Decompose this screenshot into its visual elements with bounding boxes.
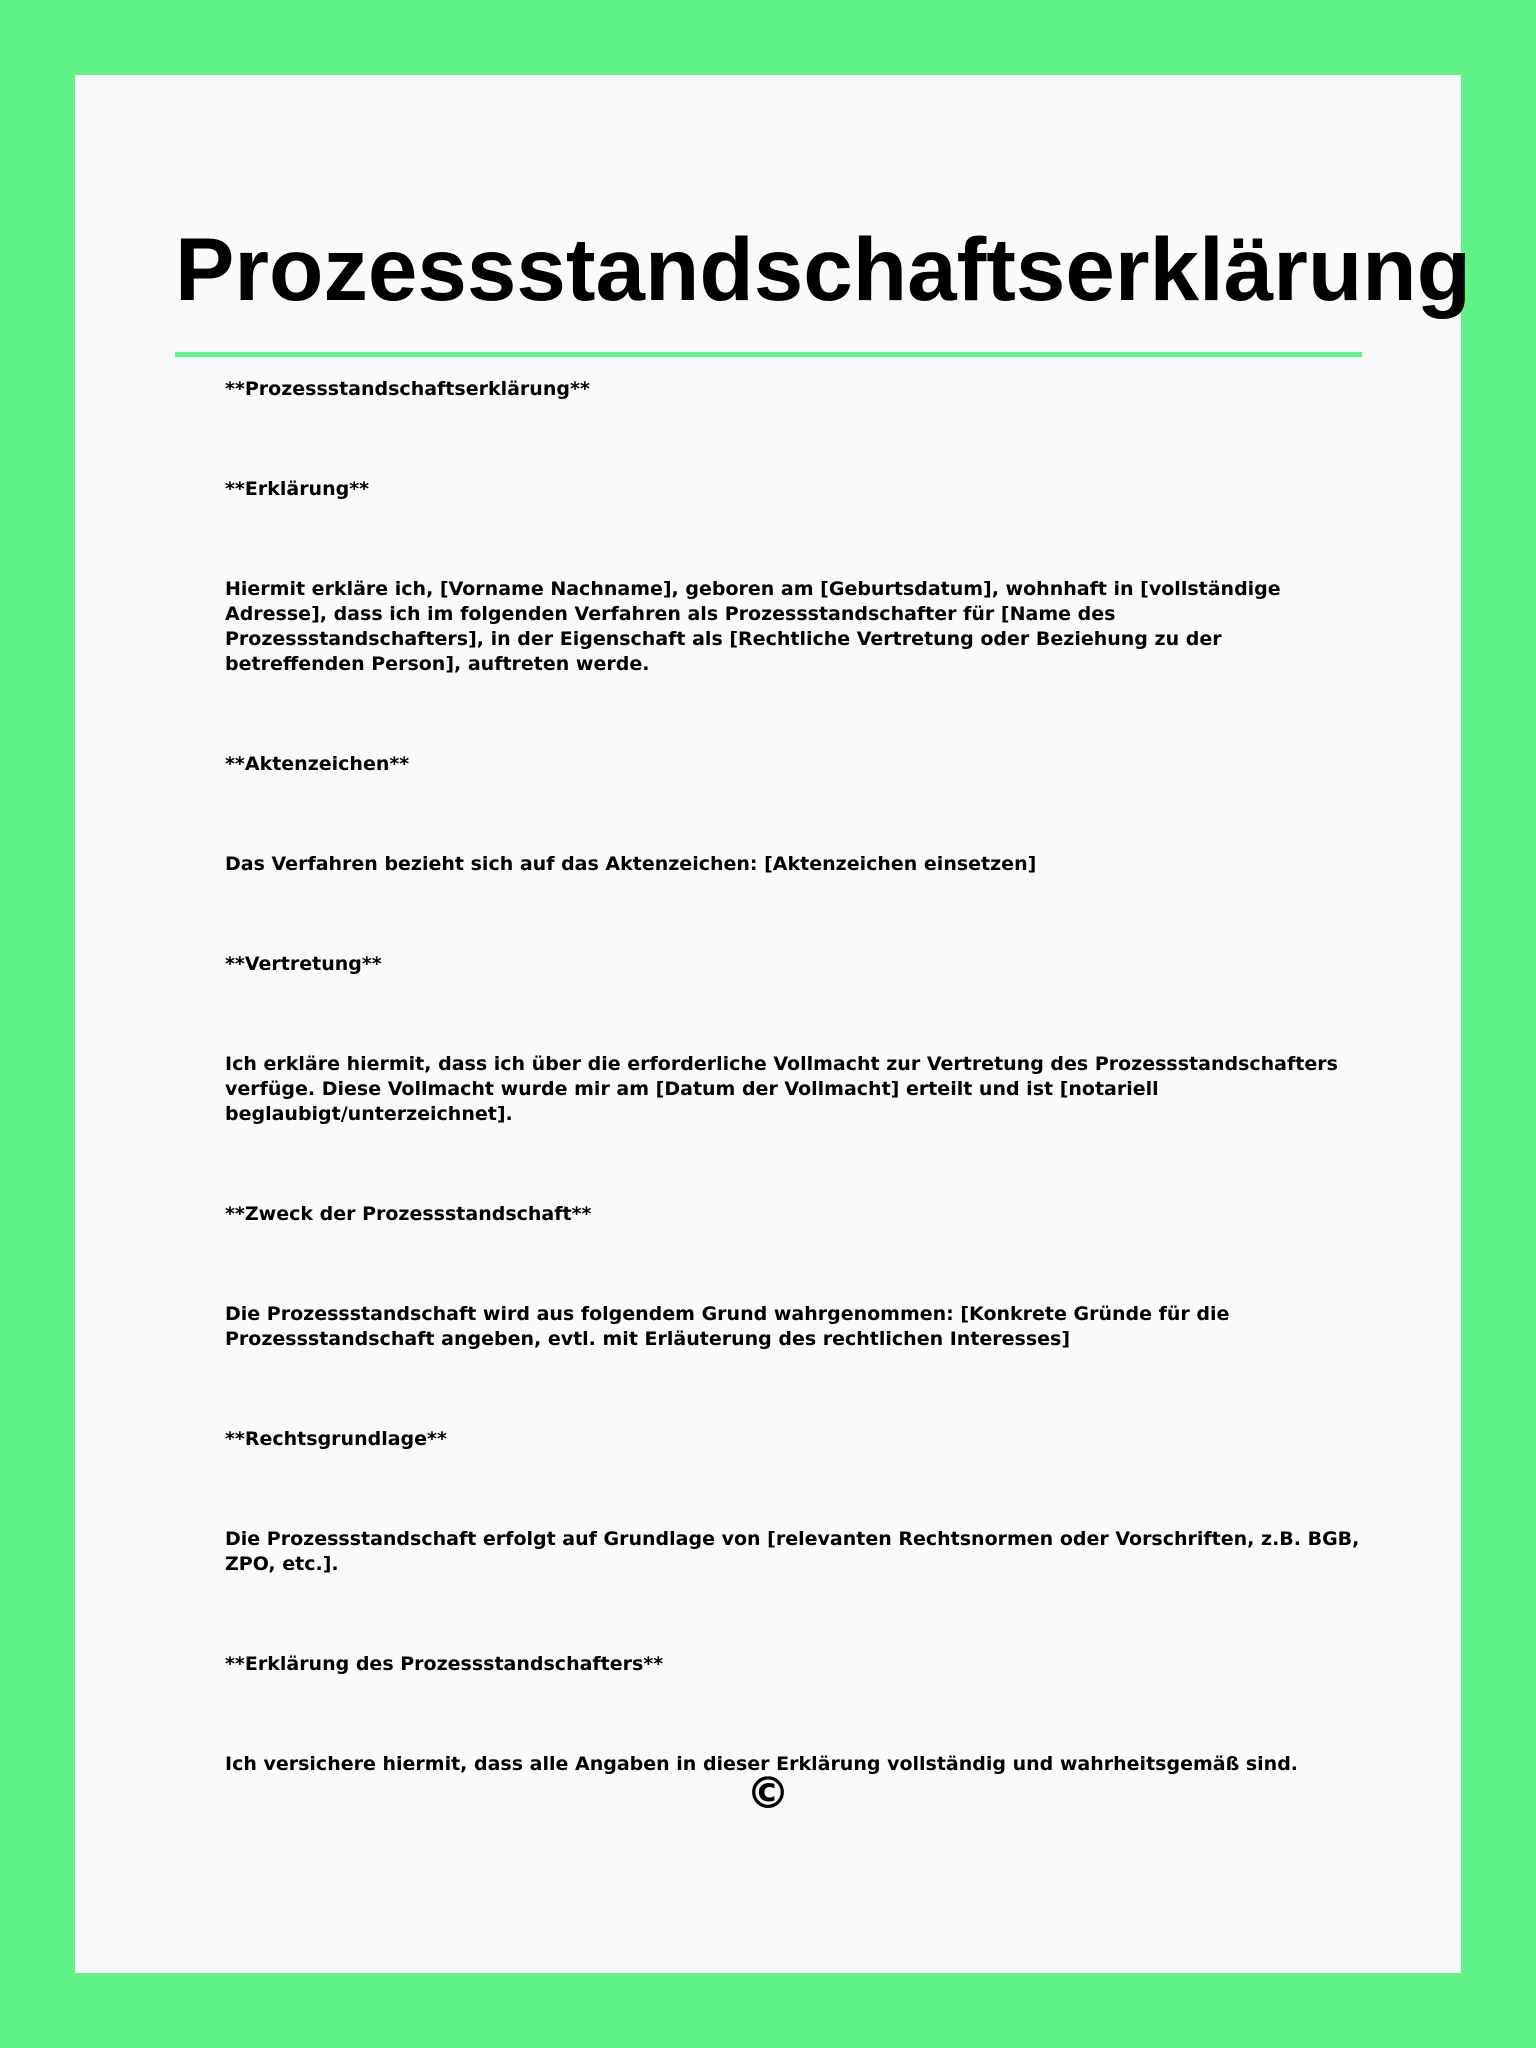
heading-vertretung: **Vertretung** <box>225 953 382 975</box>
paragraph-vertretung: Ich erkläre hiermit, dass ich über die erforderliche Vollmacht zur Vertretung des Prozessstandschafters verfüge. Diese Vollmacht wurde mir am [Datum der Vollmacht] erteilt und ist [notariell beglaubigt/unterzeichnet]. <box>225 1053 1338 1125</box>
copyright-icon: © <box>746 1768 790 1819</box>
heading-erklaerung-prozessstandschafter: **Erklärung des Prozessstandschafters** <box>225 1653 664 1675</box>
document-body <box>225 377 1365 1777</box>
paragraph-aktenzeichen: Das Verfahren bezieht sich auf das Aktenzeichen: [Aktenzeichen einsetzen] <box>225 853 1037 875</box>
document-page <box>75 75 1471 1973</box>
paragraph-rechtsgrundlage: Die Prozessstandschaft erfolgt auf Grundlage von [relevanten Rechtsnormen oder Vorschriften, z.B. BGB, ZPO, etc.]. <box>225 1528 1360 1575</box>
heading-prozessstandschaftserklaerung: **Prozessstandschaftserklärung** <box>225 378 590 400</box>
paragraph-versicherung: Ich versichere hiermit, dass alle Angaben in dieser Erklärung vollständig und wahrheitsgemäß sind. <box>225 1753 1299 1775</box>
title-divider <box>175 352 1362 357</box>
heading-aktenzeichen: **Aktenzeichen** <box>225 753 410 775</box>
heading-erklaerung: **Erklärung** <box>225 478 370 500</box>
paragraph-erklaerung: Hiermit erkläre ich, [Vorname Nachname], geboren am [Geburtsdatum], wohnhaft in [vollständige Adresse], dass ich im folgenden Verfahren als Prozessstandschafter für [Name des Prozessstandschafters], in der Eigenschaft als [Rechtliche Vertretung oder Beziehung zu der betreffenden Person], auftreten werde. <box>225 578 1281 675</box>
paragraph-zweck: Die Prozessstandschaft wird aus folgendem Grund wahrgenommen: [Konkrete Gründe für die Prozessstandschaft angeben, evtl. mit Erläuterung des rechtlichen Interesses] <box>225 1303 1230 1350</box>
document-title: Prozessstandschaftserklärung <box>175 219 1471 319</box>
heading-zweck: **Zweck der Prozessstandschaft** <box>225 1203 592 1225</box>
heading-rechtsgrundlage: **Rechtsgrundlage** <box>225 1428 447 1450</box>
